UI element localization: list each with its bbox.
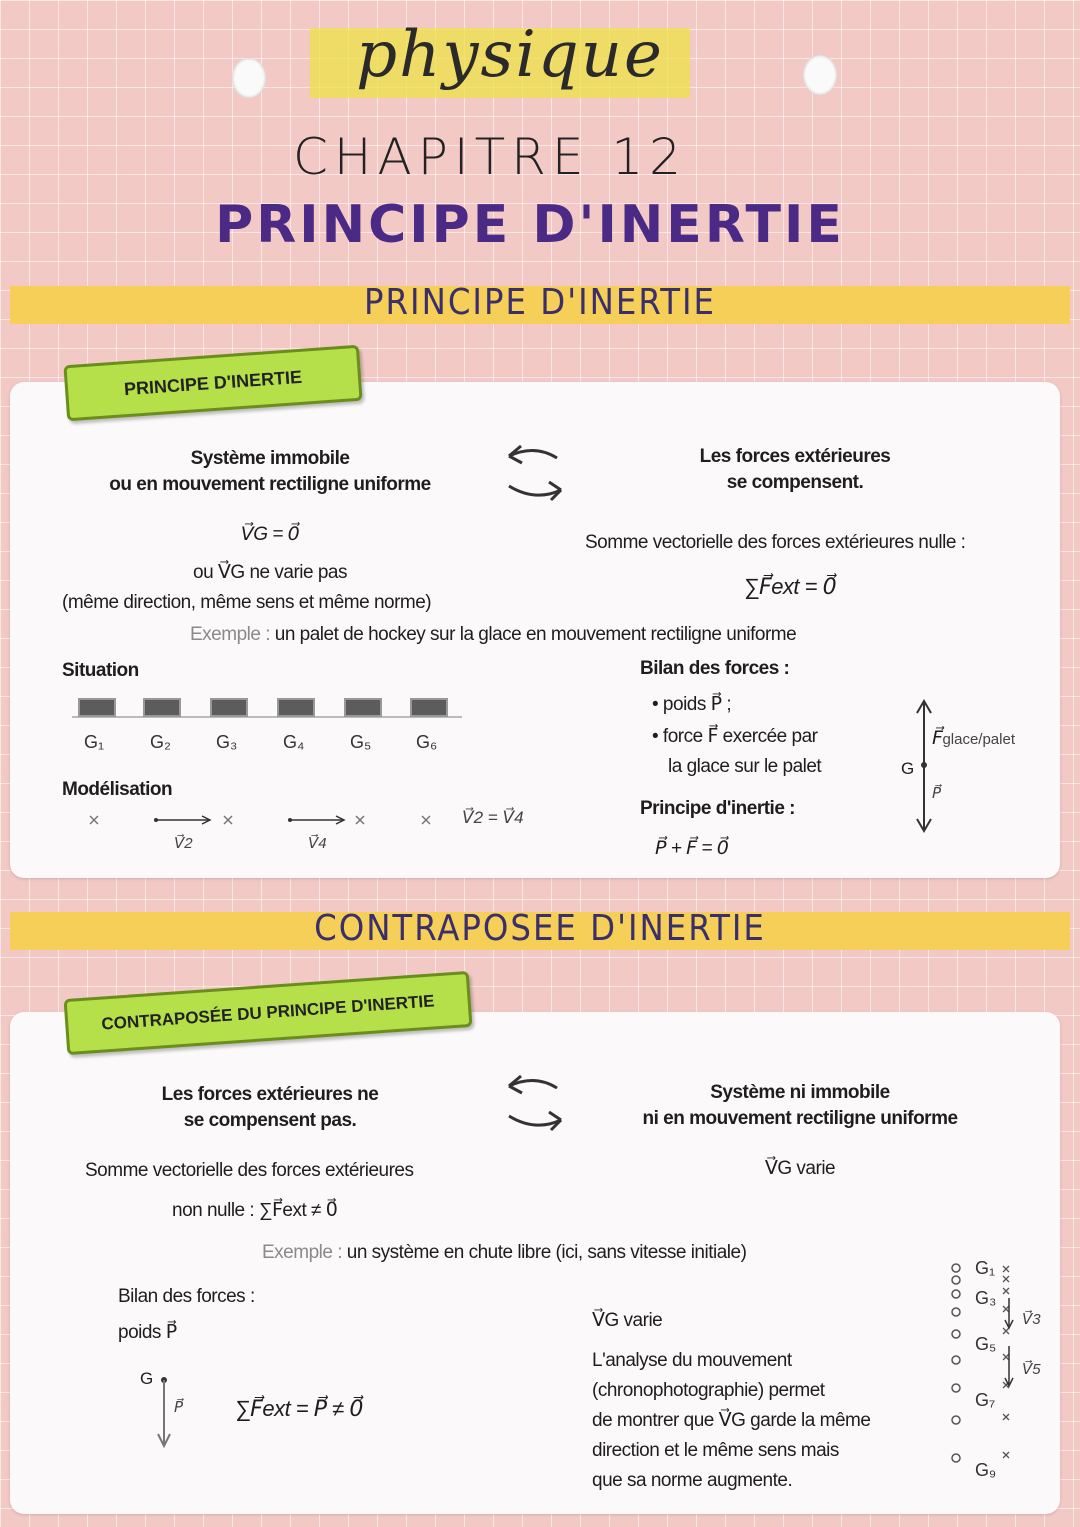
non-compense-line2: se compensent pas.	[183, 1110, 357, 1131]
principe-label: Principe d'inertie :	[640, 798, 795, 819]
pos-g6: G₆	[416, 732, 438, 752]
section2-tag: CONTRAPOSÉE DU PRINCIPE D'INERTIE	[64, 971, 473, 1055]
ni-immobile-line1: Système ni immobile	[710, 1082, 890, 1103]
analyse-3: de montrer que V⃗G garde la même	[592, 1410, 871, 1431]
example1	[190, 622, 910, 648]
fall-eq: ∑F⃗ext = P⃗ ≠ 0⃗	[235, 1396, 363, 1421]
equivalence-arrows-icon	[495, 440, 575, 510]
chrono-v3: V⃗3	[1022, 1311, 1041, 1328]
diag1-f: F⃗	[932, 728, 943, 749]
chrono-g3: G₃	[975, 1288, 997, 1308]
page-title: PRINCIPE D'INERTIE	[215, 195, 845, 255]
example1-text: un palet de hockey sur la glace en mouvement rectiligne uniforme	[274, 624, 797, 645]
binder-hole-right	[803, 55, 837, 95]
vg-detail: (même direction, même sens et même norme)	[62, 592, 432, 613]
equivalence-arrows-icon-2	[495, 1070, 575, 1140]
somme2-line1: Somme vectorielle des forces extérieures	[85, 1160, 414, 1181]
chrono-v5: V⃗5	[1022, 1361, 1041, 1378]
bilan2-poids: poids P⃗	[118, 1322, 177, 1343]
ni-immobile-line2: ni en mouvement rectiligne uniforme	[642, 1108, 958, 1129]
example2-text: un système en chute libre (ici, sans vitesse initiale)	[346, 1242, 747, 1263]
label-v4: V⃗4	[308, 835, 327, 852]
subject-title	[300, 18, 720, 92]
bilan1-label: Bilan des forces :	[640, 658, 790, 679]
diag1-f-label	[932, 726, 1015, 752]
bilan2-label: Bilan des forces :	[118, 1286, 255, 1307]
diag1-g: G	[901, 759, 914, 778]
somme2-line2: non nulle : ∑F⃗ext ≠ 0⃗	[172, 1200, 338, 1221]
bilan1-item3: la glace sur le palet	[668, 756, 822, 777]
pos-g4: G₄	[283, 732, 305, 752]
chrono-g9: G₉	[975, 1460, 997, 1480]
puck-1	[78, 698, 116, 717]
immobile-line2: ou en mouvement rectiligne uniforme	[109, 474, 431, 495]
vg-zero: V⃗G = 0⃗	[240, 524, 300, 545]
binder-hole-left	[232, 58, 266, 98]
diag2-g: G	[140, 1369, 153, 1388]
example2-label: Exemple :	[262, 1242, 342, 1263]
subject-text: physique	[356, 18, 664, 92]
analyse-4: direction et le même sens mais	[592, 1440, 839, 1461]
label-v2: V⃗2	[174, 835, 193, 852]
ice-line	[72, 716, 462, 718]
vg-varie-2: V⃗G varie	[592, 1310, 663, 1331]
puck-4	[277, 698, 315, 717]
forces-line2: se compensent.	[726, 472, 864, 493]
puck-3	[210, 698, 248, 717]
pos-g1: G₁	[84, 732, 105, 752]
analyse-1: L'analyse du mouvement	[592, 1350, 792, 1371]
pos-g3: G₃	[216, 732, 238, 752]
vg-varie: V⃗G varie	[764, 1158, 836, 1179]
chrono-g7: G₇	[975, 1390, 996, 1410]
example1-label: Exemple :	[190, 624, 270, 645]
bilan1-item2: • force F⃗ exercée par	[652, 726, 818, 747]
chrono-g5: G₅	[975, 1334, 997, 1354]
forces-line1: Les forces extérieures	[699, 446, 891, 467]
chapter-title: CHAPITRE 12	[292, 128, 687, 186]
non-compense-line1: Les forces extérieures ne	[161, 1084, 379, 1105]
section1-heading: PRINCIPE D'INERTIE	[364, 282, 716, 323]
analyse-5: que sa norme augmente.	[592, 1470, 793, 1491]
somme-eq: ∑F⃗ext = 0⃗	[743, 574, 837, 599]
situation-label: Situation	[62, 660, 139, 681]
example2	[262, 1240, 862, 1266]
puck-2	[143, 698, 181, 717]
puck-6	[410, 698, 448, 717]
bilan1-item1: • poids P⃗ ;	[652, 694, 732, 715]
somme-nulle: Somme vectorielle des forces extérieures nulle :	[585, 532, 966, 553]
pos-g5: G₅	[350, 732, 372, 752]
section2-heading: CONTRAPOSEE D'INERTIE	[314, 908, 766, 949]
analyse-2: (chronophotographie) permet	[592, 1380, 825, 1401]
diag1-f-sub: glace/palet	[942, 731, 1015, 748]
diag1-p: P⃗	[932, 785, 942, 802]
diag2-p: P⃗	[174, 1399, 184, 1416]
immobile-line1: Système immobile	[190, 448, 350, 469]
modelisation-label: Modélisation	[62, 779, 173, 800]
pos-g2: G₂	[150, 732, 171, 752]
puck-5	[344, 698, 382, 717]
principe-eq: P⃗ + F⃗ = 0⃗	[655, 838, 729, 859]
section1-tag: PRINCIPE D'INERTIE	[63, 345, 362, 422]
label-v2-eq-v4: V⃗2 = V⃗4	[462, 808, 524, 827]
vg-or: ou V⃗G ne varie pas	[193, 562, 347, 583]
modelisation-diagram	[80, 808, 460, 838]
chrono-g1: G₁	[975, 1258, 996, 1278]
